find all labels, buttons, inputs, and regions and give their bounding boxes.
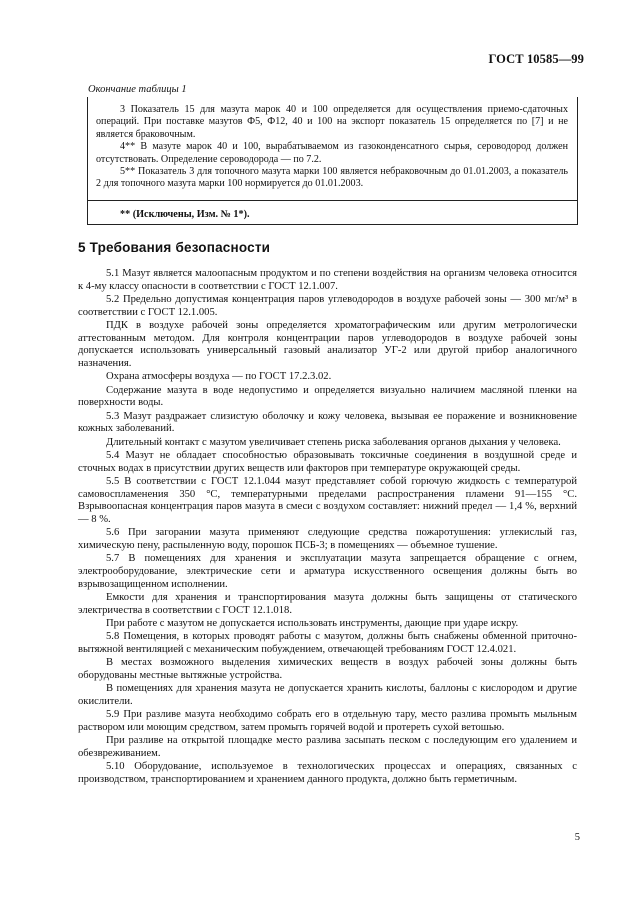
paragraph-storage: В помещениях для хранения мазута не допускается хранить кислоты, баллоны с кислородом и другие окислители.	[78, 683, 577, 708]
note-4: 4** В мазуте марок 40 и 100, вырабатываемом из газоконденсатного сырья, сероводород должен отсутствовать. Определение сероводорода — по 7.2.	[96, 141, 568, 165]
paragraph-open-spill: При разливе на открытой площадке место разлива засыпать песком с последующим его удалением и обезвреживанием.	[78, 735, 577, 760]
note-3: 3 Показатель 15 для мазута марок 40 и 100 определяется для осуществления приемо-сдаточных операций. При поставке мазутов Ф5, Ф12, 40 и 100 на экспорт показатель 15 определяется по [7] и не является браковочным.	[96, 104, 568, 140]
paragraph-tools: При работе с мазутом не допускается использовать инструменты, дающие при ударе искру.	[106, 618, 519, 630]
paragraph-atmosphere: Охрана атмосферы воздуха — по ГОСТ 17.2.3.02.	[106, 371, 332, 383]
paragraph-contact: Длительный контакт с мазутом увеличивает степень риска заболевания органов дыхания у человека.	[106, 436, 561, 448]
table-notes	[87, 97, 578, 225]
paragraph-5-3: 5.3 Мазут раздражает слизистую оболочку и кожу человека, вызывая ее поражение и возникновение кожных заболеваний.	[78, 410, 577, 435]
paragraph-5-9: 5.9 При разливе мазута необходимо собрать его в отдельную тару, место разлива промыть мыльным раствором или моющим средством, затем промыть горячей водой и протереть сухой ветошью.	[78, 709, 577, 734]
paragraph-pdk: ПДК в воздухе рабочей зоны определяется хроматографическим или другим метрологически аттестованным методом. Для контроля концентрации паров углеводородов в воздухе рабочей зоны допускается использовать универсальный газовый анализатор УГ-2 или другой прибор аналогичного назначения.	[78, 320, 577, 370]
excluded-note: ** (Исключены, Изм. № 1*).	[120, 208, 250, 220]
paragraph-5-8: 5.8 Помещения, в которых проводят работы с мазутом, должны быть снабжены обменной приточно-вытяжной вентиляцией с механическим побуждением, отвечающей требованиям ГОСТ 12.4.021.	[78, 631, 577, 656]
paragraph-water: Содержание мазута в воде недопустимо и определяется визуально наличием масляной пленки на поверхности воды.	[78, 384, 577, 409]
paragraph-containers: Емкости для хранения и транспортирования мазута должны быть защищены от статического электричества в соответствии с ГОСТ 12.1.018.	[78, 592, 577, 616]
section-title: 5 Требования безопасности	[78, 240, 271, 255]
paragraph-5-4: 5.4 Мазут не обладает способностью образовывать токсичные соединения в воздушной среде и сточных водах в присутствии других веществ или факторов при температуре окружающей среды.	[78, 450, 577, 474]
paragraph-5-6: 5.6 При загорании мазута применяют следующие средства пожаротушения: углекислый газ, химическую пену, распыленную воду, порошок ПСБ-3; в помещениях — объемное тушение.	[78, 527, 577, 552]
section-body	[78, 268, 577, 787]
paragraph-5-10: 5.10 Оборудование, используемое в технологических процессах и операциях, связанных с производством, транспортированием и хранением данного продукта, должно быть герметичным.	[78, 761, 577, 786]
paragraph-5-5: 5.5 В соответствии с ГОСТ 12.1.044 мазут представляет собой горючую жидкость с температурой самовоспламенения 350 °С, температурными пределами распространения пламени 91—155 °С. Взрывоопасная концентрация паров мазута в смеси с воздухом составляет: нижний предел — 1,4 %, верхний — 8 %.	[78, 476, 577, 526]
table-caption: Окончание таблицы 1	[88, 84, 187, 95]
document-code: ГОСТ 10585—99	[488, 52, 584, 66]
paragraph-5-1: 5.1 Мазут является малоопасным продуктом и по степени воздействия на организм человека относится к 4-му классу опасности в соответствии с ГОСТ 12.1.007.	[78, 268, 577, 292]
paragraph-5-7: 5.7 В помещениях для хранения и эксплуатации мазута запрещается обращение с огнем, электрооборудование, электрические сети и арматура искусственного освещения должны быть во взрывозащищенном исполнении.	[78, 553, 577, 590]
page-number: 5	[574, 832, 580, 843]
notes-divider	[88, 200, 577, 201]
note-5: 5** Показатель 3 для топочного мазута марки 100 является небраковочным до 01.01.2003, а показатель 2 для топочного мазута марки 100 нормируется до 01.01.2003.	[96, 166, 568, 190]
paragraph-5-2: 5.2 Предельно допустимая концентрация паров углеводородов в воздухе рабочей зоны — 300 мг/м³ в соответствии с ГОСТ 12.1.005.	[78, 294, 577, 318]
paragraph-exhaust: В местах возможного выделения химических веществ в воздух рабочей зоны должны быть оборудованы местные вытяжные устройства.	[78, 657, 577, 682]
